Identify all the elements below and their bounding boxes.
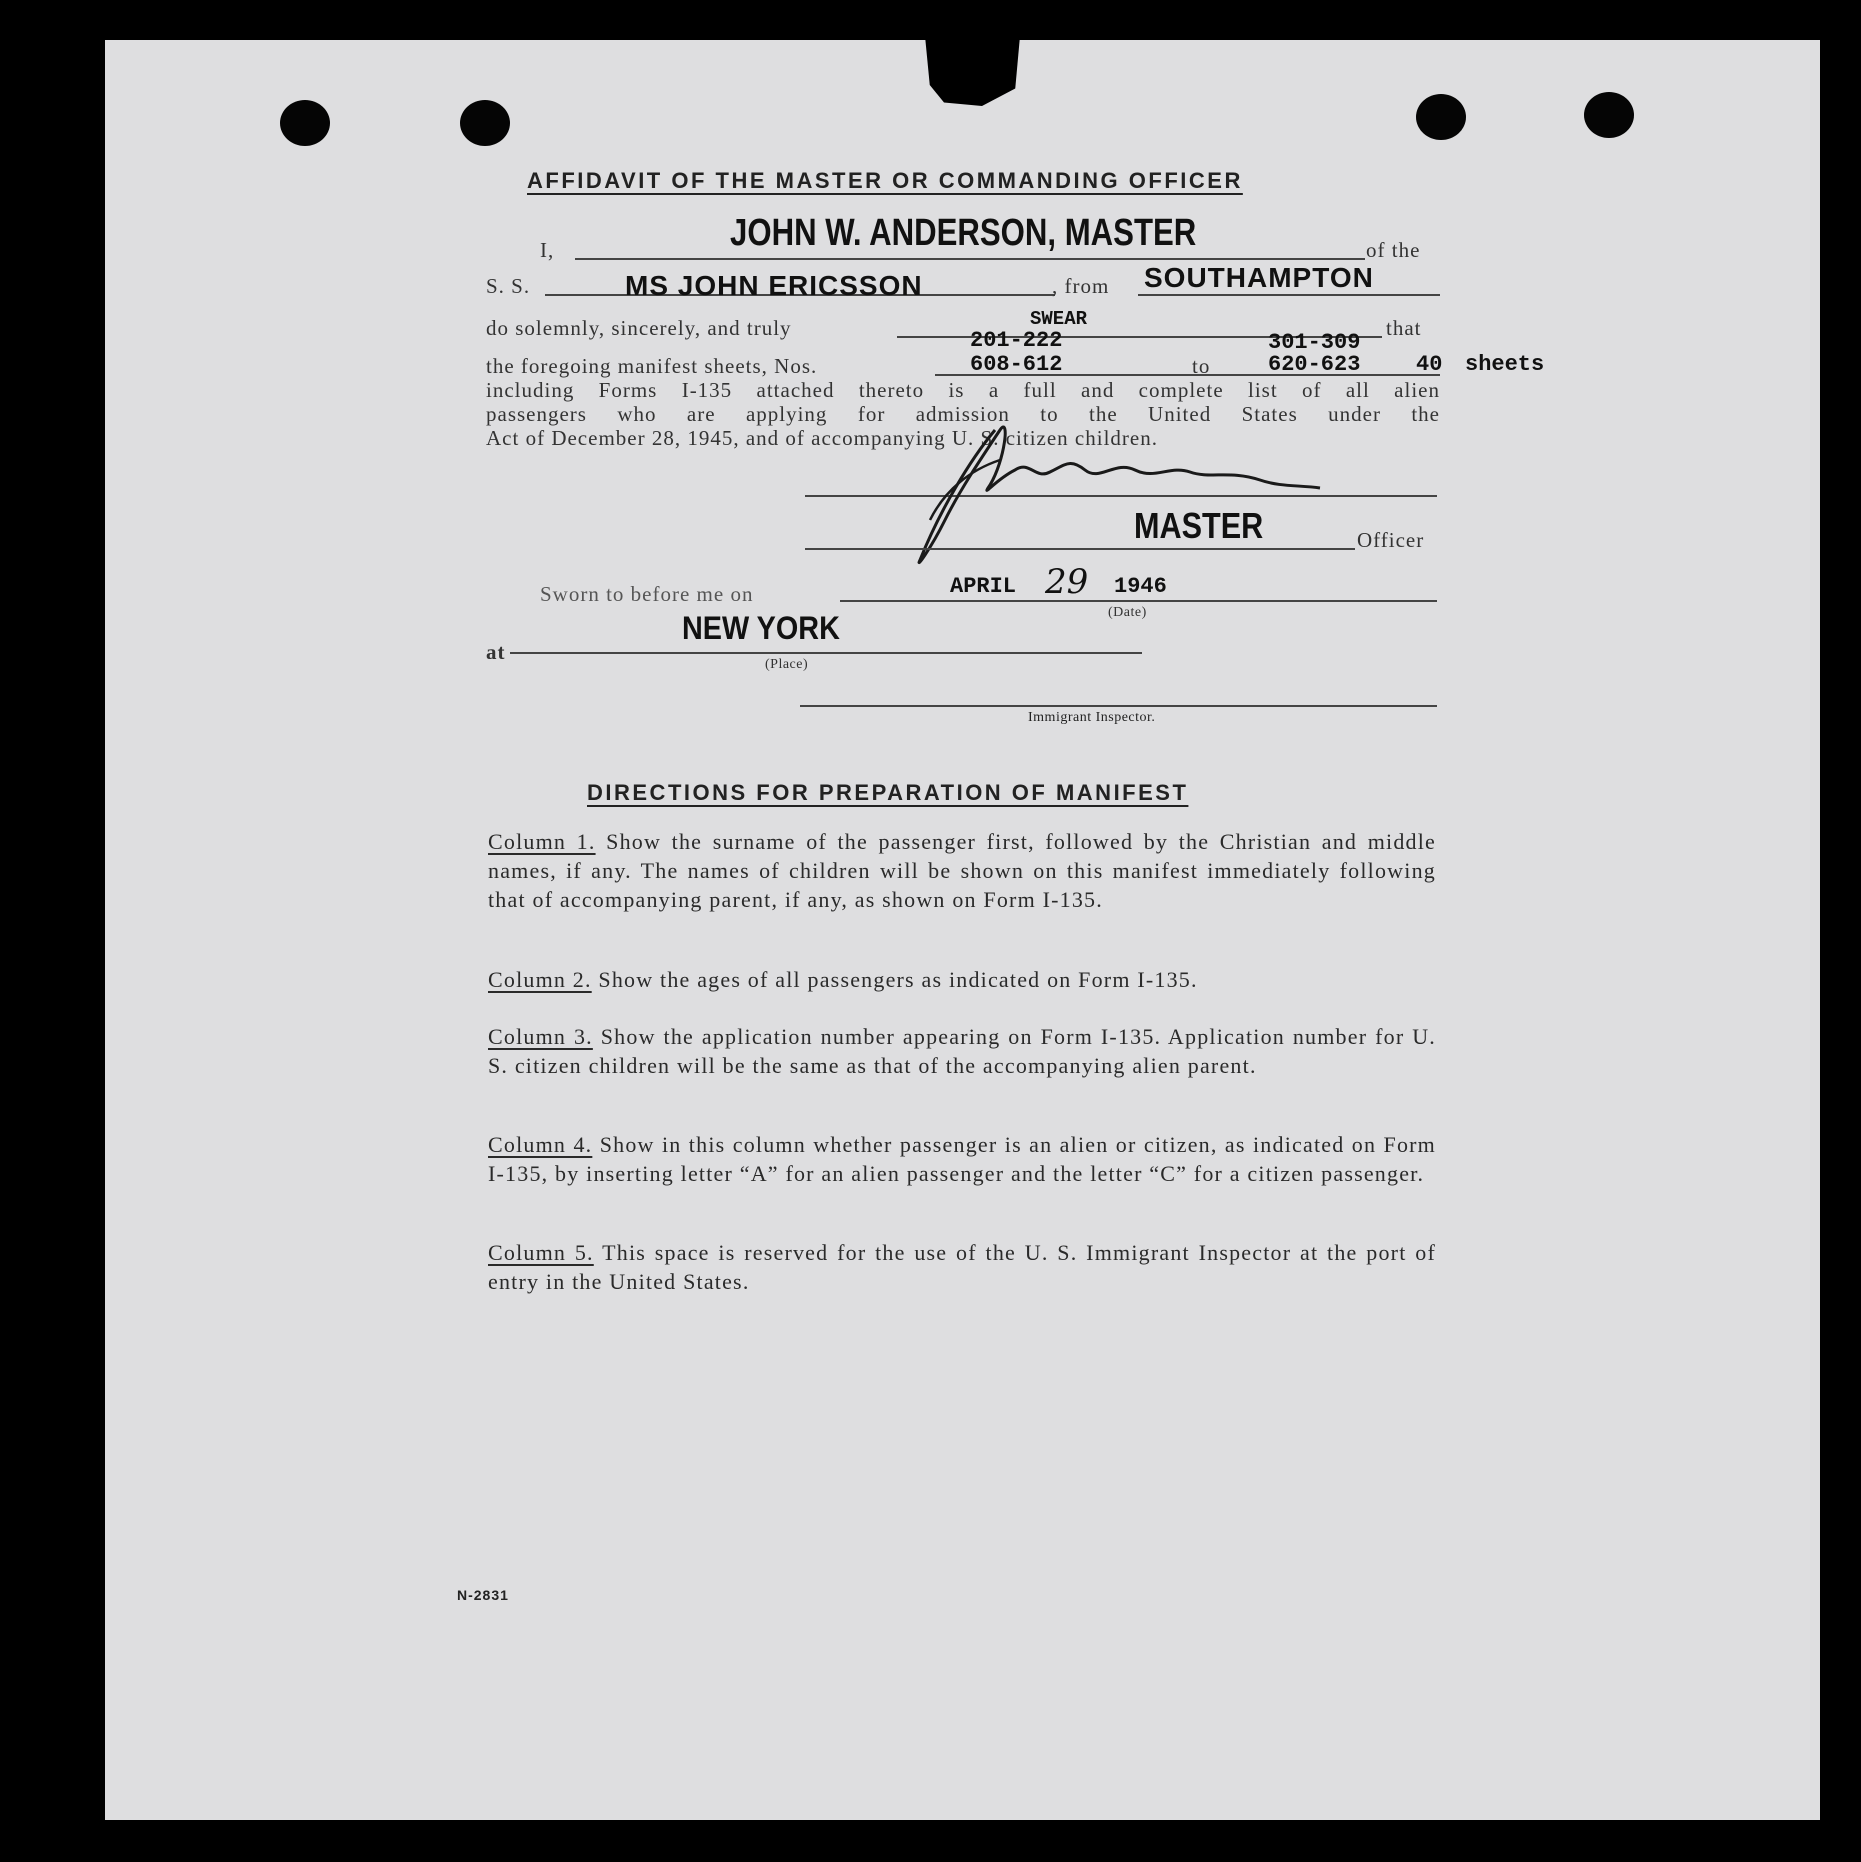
ss-label: S. S. bbox=[486, 274, 531, 298]
date-caption: (Date) bbox=[1108, 605, 1147, 620]
punch-hole bbox=[1416, 94, 1466, 140]
column-3-label: Column 3. bbox=[488, 1024, 593, 1049]
column-4-label: Column 4. bbox=[488, 1132, 593, 1157]
date-line bbox=[840, 600, 1437, 602]
name-line bbox=[575, 258, 1365, 260]
column-1-directions bbox=[488, 827, 1436, 914]
inspector-line bbox=[800, 705, 1437, 707]
column-2-directions bbox=[488, 965, 1436, 994]
master-name: JOHN W. ANDERSON, MASTER bbox=[730, 212, 1197, 254]
oath-word: SWEAR bbox=[1030, 308, 1088, 330]
form-number: N-2831 bbox=[457, 1587, 509, 1603]
column-5-label: Column 5. bbox=[488, 1240, 594, 1265]
punch-hole bbox=[280, 100, 330, 146]
directions-heading: DIRECTIONS FOR PREPARATION OF MANIFEST bbox=[587, 780, 1189, 805]
affidavit-body-line: Act of December 28, 1945, and of accompanying U. S. citizen children. bbox=[486, 426, 1158, 450]
nos-from-1: 201-222 bbox=[970, 328, 1063, 353]
nos-from-2: 608-612 bbox=[970, 352, 1063, 377]
column-1-label: Column 1. bbox=[488, 829, 596, 854]
sworn-label: Sworn to before me on bbox=[540, 582, 754, 606]
that-label: that bbox=[1386, 316, 1422, 340]
document-page bbox=[105, 40, 1820, 1820]
column-5-directions bbox=[488, 1238, 1436, 1296]
inspector-caption: Immigrant Inspector. bbox=[1028, 710, 1156, 725]
column-4-text: Show in this column whether passenger is an alien or citizen, as indicated on Form I-135, by inserting letter “A” for an alien passenger and the letter “C” for a citizen passenger. bbox=[488, 1132, 1436, 1186]
officer-title: MASTER bbox=[1134, 505, 1264, 546]
column-2-label: Column 2. bbox=[488, 967, 592, 992]
sworn-year: 1946 bbox=[1114, 574, 1167, 599]
place-caption: (Place) bbox=[765, 657, 809, 672]
column-5-text: This space is reserved for the use of the U. S. Immigrant Inspector at the port of entry in the United States. bbox=[488, 1240, 1436, 1294]
nos-to-1: 301-309 bbox=[1268, 330, 1361, 355]
sworn-month: APRIL bbox=[950, 574, 1017, 599]
column-3-directions bbox=[488, 1022, 1436, 1080]
signature-scribble bbox=[900, 400, 1340, 570]
at-label: at bbox=[486, 640, 506, 664]
column-4-directions bbox=[488, 1130, 1436, 1188]
sheet-count: 40 bbox=[1416, 352, 1443, 377]
of-the-label: of the bbox=[1366, 238, 1421, 262]
column-3-text: Show the application number appearing on Form I-135. Application number for U. S. citizen children will be the same as that of the accompanying alien parent. bbox=[488, 1024, 1436, 1078]
punch-hole bbox=[460, 100, 510, 146]
affidavit-heading: AFFIDAVIT OF THE MASTER OR COMMANDING OFFICER bbox=[527, 168, 1243, 193]
port-line bbox=[1138, 294, 1440, 296]
column-2-text: Show the ages of all passengers as indicated on Form I-135. bbox=[598, 967, 1198, 992]
column-1-text: Show the surname of the passenger first, followed by the Christian and middle names, if any. The names of children will be shown on this manifest immediately following that of accompanying parent, if any, as shown on Form I-135. bbox=[488, 829, 1436, 912]
affidavit-body-line: passengers who are applying for admission to the United States under the bbox=[486, 402, 1440, 426]
officer-label: Officer bbox=[1357, 528, 1425, 552]
punch-hole bbox=[1584, 92, 1634, 138]
i-label: I, bbox=[540, 238, 555, 262]
to-label: to bbox=[1192, 354, 1211, 378]
solemnly-text: do solemnly, sincerely, and truly bbox=[486, 316, 792, 340]
place-line bbox=[510, 652, 1142, 654]
officer-line bbox=[805, 548, 1355, 550]
manifest-sheets-text: the foregoing manifest sheets, Nos. bbox=[486, 354, 818, 378]
ship-name: MS JOHN ERICSSON bbox=[625, 270, 923, 301]
place: NEW YORK bbox=[682, 610, 840, 646]
sheets-word: sheets bbox=[1465, 352, 1545, 377]
nos-to-2: 620-623 bbox=[1268, 352, 1361, 377]
sworn-day: 29 bbox=[1045, 562, 1089, 602]
from-label: , from bbox=[1052, 274, 1110, 298]
port-from: SOUTHAMPTON bbox=[1144, 262, 1374, 293]
affidavit-body-line: including Forms I-135 attached thereto is a full and complete list of all alien bbox=[486, 378, 1440, 402]
